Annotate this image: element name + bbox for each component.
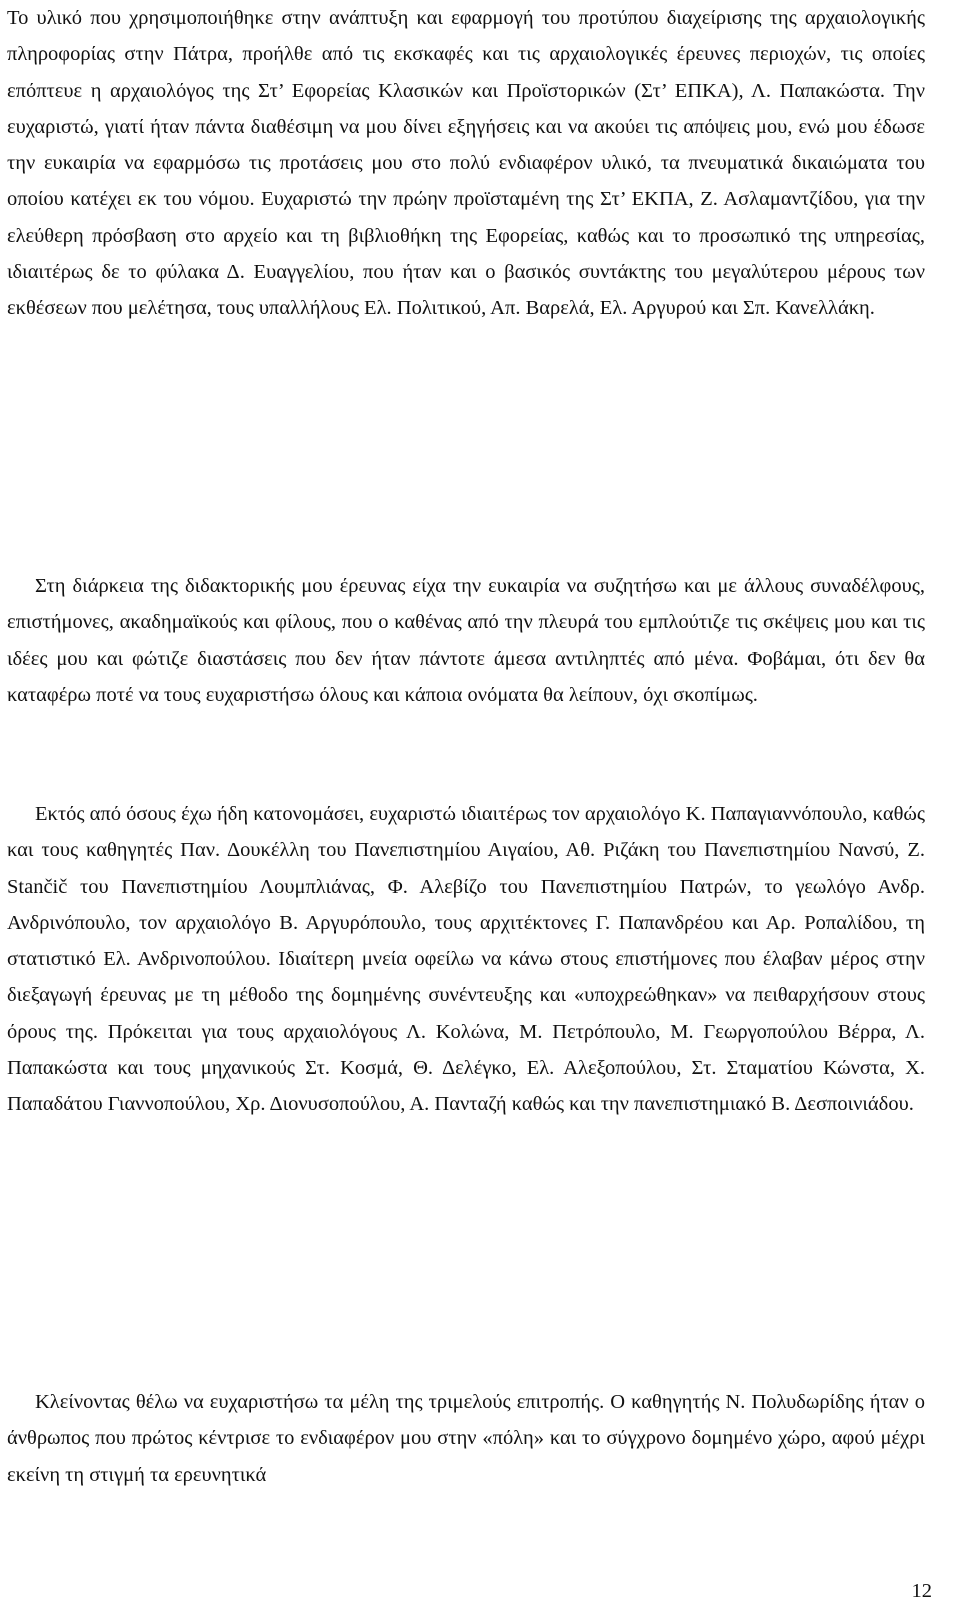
page-number: 12	[911, 1580, 932, 1602]
paragraph-acknowledgements: Εκτός από όσους έχω ήδη κατονομάσει, ευχαριστώ ιδιαιτέρως τον αρχαιολόγο Κ. Παπαγιαννόπουλο, καθώς και τους καθηγητές Παν. Δουκέλλη του Πανεπιστημίου Αιγαίου, Αθ. Ριζάκη του Πανεπιστημίου Νανσύ, Ζ. Stančič του Πανεπιστημίου Λουμπλιάνας, Φ. Αλεβίζο του Πανεπιστημίου Πατρών, το γεωλόγο Ανδρ. Ανδρινόπουλο, τον αρχαιολόγο Β. Αργυρόπουλο, τους αρχιτέκτονες Γ. Παπανδρέου και Αρ. Ροπαλίδου, τη στατιστικό Ελ. Ανδρινοπούλου. Ιδιαίτερη μνεία οφείλω να κάνω στους επιστήμονες που έλαβαν μέρος στην διεξαγωγή έρευνας με τη μέθοδο της δομημένης συνέντευξης και «υποχρεώθηκαν» να πειθαρχήσουν στους όρους της. Πρόκειται για τους αρχαιολόγους Λ. Κολώνα, Μ. Πετρόπουλο, Μ. Γεωργοπούλου Βέρρα, Λ. Παπακώστα και τους μηχανικούς Στ. Κοσμά, Θ. Δελέγκο, Ελ. Αλεξοπούλου, Στ. Σταματίου Κώνστα, Χ. Παπαδάτου Γιαννοπούλου, Χρ. Διονυσοπούλου, Α. Πανταζή καθώς και την πανεπιστημιακό Β. Δεσποινιάδου.	[7, 803, 925, 1116]
paragraph-committee: Κλείνοντας θέλω να ευχαριστήσω τα μέλη της τριμελούς επιτροπής. Ο καθηγητής Ν. Πολυδωρίδης ήταν ο άνθρωπος που πρώτος κέντρισε το ενδιαφέρον μου στην «πόλη» και το σύγχρονο δομημένο χώρο, αφού μέχρι εκείνη τη στιγμή τα ερευνητικά	[7, 1391, 925, 1486]
paragraph-colleagues: Στη διάρκεια της διδακτορικής μου έρευνας είχα την ευκαιρία να συζητήσω και με άλλους συναδέλφους, επιστήμονες, ακαδημαϊκούς και φίλους, που ο καθένας από την πλευρά του εμπλούτιζε τις σκέψεις μου και τις ιδέες μου και φώτιζε διαστάσεις που δεν ήταν πάντοτε άμεσα αντιληπτές από μένα. Φοβάμαι, ότι δεν θα καταφέρω ποτέ να τους ευχαριστήσω όλους και κάποια ονόματα θα λείπουν, όχι σκοπίμως.	[7, 575, 925, 706]
paragraph-data-sources: Το υλικό που χρησιμοποιήθηκε στην ανάπτυξη και εφαρμογή του προτύπου διαχείρισης της αρχαιολογικής πληροφορίας στην Πάτρα, προήλθε από τις εκσκαφές και τις αρχαιολογικές έρευνες περιοχών, τις οποίες επόπτευε η αρχαιολόγος της Στ’ Εφορείας Κλασικών και Προϊστορικών (Στ’ ΕΠΚΑ), Λ. Παπακώστα. Την ευχαριστώ, γιατί ήταν πάντα διαθέσιμη να μου δίνει εξηγήσεις και να ακούει τις απόψεις μου, ενώ μου έδωσε την ευκαιρία να εφαρμόσω τις προτάσεις μου στο πολύ ενδιαφέρον υλικό, τα πνευματικά δικαιώματα του οποίου κατέχει εκ του νόμου. Ευχαριστώ την πρώην προϊσταμένη της Στ’ ΕΚΠΑ, Ζ. Ασλαμαντζίδου, για την ελεύθερη πρόσβαση στο αρχείο και τη βιβλιοθήκη της Εφορείας, καθώς και το προσωπικό της υπηρεσίας, ιδιαιτέρως δε το φύλακα Δ. Ευαγγελίου, που ήταν και ο βασικός συντάκτης του μεγαλύτερου μέρους των εκθέσεων που μελέτησα, τους υπαλλήλους Ελ. Πολιτικού, Απ. Βαρελά, Ελ. Αργυρού και Σπ. Κανελλάκη.	[7, 7, 925, 320]
